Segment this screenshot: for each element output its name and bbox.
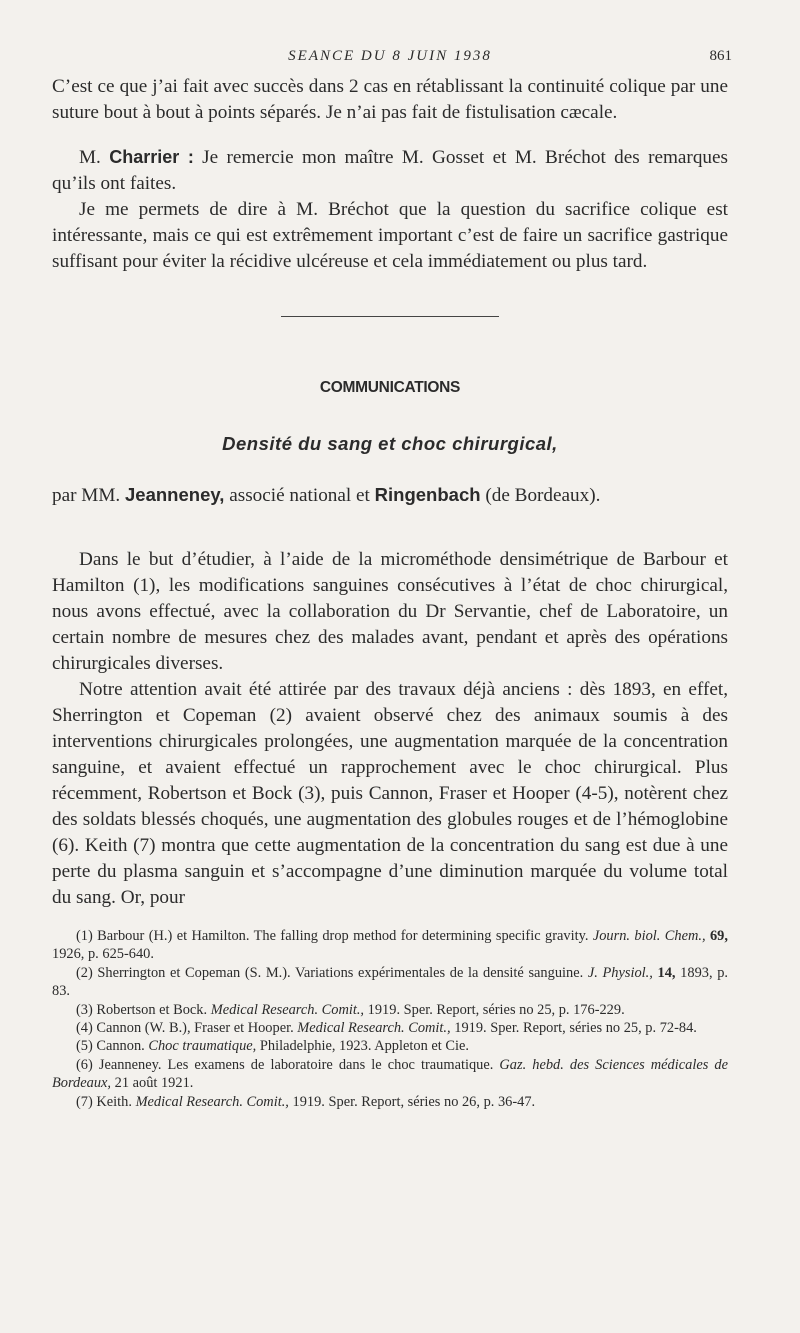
author-2: Ringenbach bbox=[374, 484, 481, 505]
author-1: Jeanneney, bbox=[125, 484, 225, 505]
journal-page bbox=[52, 44, 732, 1111]
author-1-role: associé national et bbox=[229, 485, 370, 506]
running-head bbox=[52, 44, 732, 74]
footnotes bbox=[52, 927, 728, 1111]
author-2-place: (de Bordeaux). bbox=[485, 485, 601, 506]
footnote-5: (5) Cannon. Choc traumatique, Philadelphie, 1923. Appleton et Cie. bbox=[76, 1038, 469, 1055]
speaker-text: Je remercie mon maître M. Gosset et M. Bréchot des remarques qu’ils ont faites. bbox=[52, 147, 728, 194]
discussion-paragraph-1: C’est ce que j’ai fait avec succès dans 2 cas en rétablissant la continuité colique par une suture bout à bout à points séparés. Je n’ai pas fait de fistulisation cæcale. bbox=[52, 76, 728, 123]
running-head-title: SEANCE DU 8 JUIN 1938 bbox=[288, 48, 492, 64]
byline-prefix: par MM. bbox=[52, 485, 121, 506]
discussion-paragraph-3: Je me permets de dire à M. Bréchot que la question du sacrifice colique est intéressante, mais ce qui est extrêmement important c’est de faire un sacrifice gastrique suffisant pour éviter la récidive ulcéreuse et cela immédiatement ou plus tard. bbox=[52, 199, 728, 272]
footnote-4: (4) Cannon (W. B.), Fraser et Hooper. Medical Research. Comit., 1919. Sper. Report, séries no 25, p. 72-84. bbox=[76, 1020, 697, 1037]
footnote-1: (1) Barbour (H.) et Hamilton. The falling drop method for determining specific gravity. Journ. biol. Chem., 69, 1926, p. 625-640. bbox=[52, 928, 728, 963]
footnote-2: (2) Sherrington et Copeman (S. M.). Variations expérimentales de la densité sanguine. J. Physiol., 14, 1893, p. 83. bbox=[52, 964, 728, 1000]
page-number: 861 bbox=[709, 48, 732, 64]
footnote-3: (3) Robertson et Bock. Medical Research. Comit., 1919. Sper. Report, séries no 25, p. 176-229. bbox=[76, 1001, 625, 1018]
body-paragraph-1: Dans le but d’étudier, à l’aide de la microméthode densimétrique de Barbour et Hamilton (1), les modifications sanguines consécutives à l’état de choc chirurgical, nous avons effectué, avec la collaboration du Dr Servantie, chef de Laboratoire, un certain nombre de mesures chez des malades avant, pendant et après des opérations chirurgicales diverses. bbox=[52, 549, 728, 674]
section-heading: COMMUNICATIONS bbox=[319, 379, 461, 396]
speaker-prefix: M. bbox=[79, 147, 101, 168]
byline bbox=[52, 482, 728, 509]
speaker-name: Charrier : bbox=[109, 147, 194, 167]
discussion-paragraph-2 bbox=[52, 144, 728, 197]
footnote-6: (6) Jeanneney. Les examens de laboratoire dans le choc traumatique. Gaz. hebd. des Sciences médicales de Bordeaux, 21 août 1921. bbox=[52, 1056, 728, 1092]
body-paragraph-2: Notre attention avait été attirée par des travaux déjà anciens : dès 1893, en effet, Sherrington et Copeman (2) avaient observé chez des animaux soumis à des interventions chirurgicales prolongées, une augmentation marquée de la concentration sanguine, et avaient effectué un rapprochement avec le choc chirurgical. Plus récemment, Robertson et Bock (3), puis Cannon, Fraser et Hooper (4-5), notèrent chez des soldats blessés choqués, une augmentation des globules rouges et de l’hémoglobine (6). Keith (7) montra que cette augmentation de la concentration du sang est due à une perte du plasma sanguin et s’accompagne d’une diminution marquée du volume total du sang. Or, pour bbox=[52, 679, 728, 908]
article-title: Densité du sang et choc chirurgical, bbox=[222, 433, 558, 454]
section-divider bbox=[281, 316, 499, 317]
footnote-7: (7) Keith. Medical Research. Comit., 1919. Sper. Report, séries no 26, p. 36-47. bbox=[76, 1093, 536, 1110]
